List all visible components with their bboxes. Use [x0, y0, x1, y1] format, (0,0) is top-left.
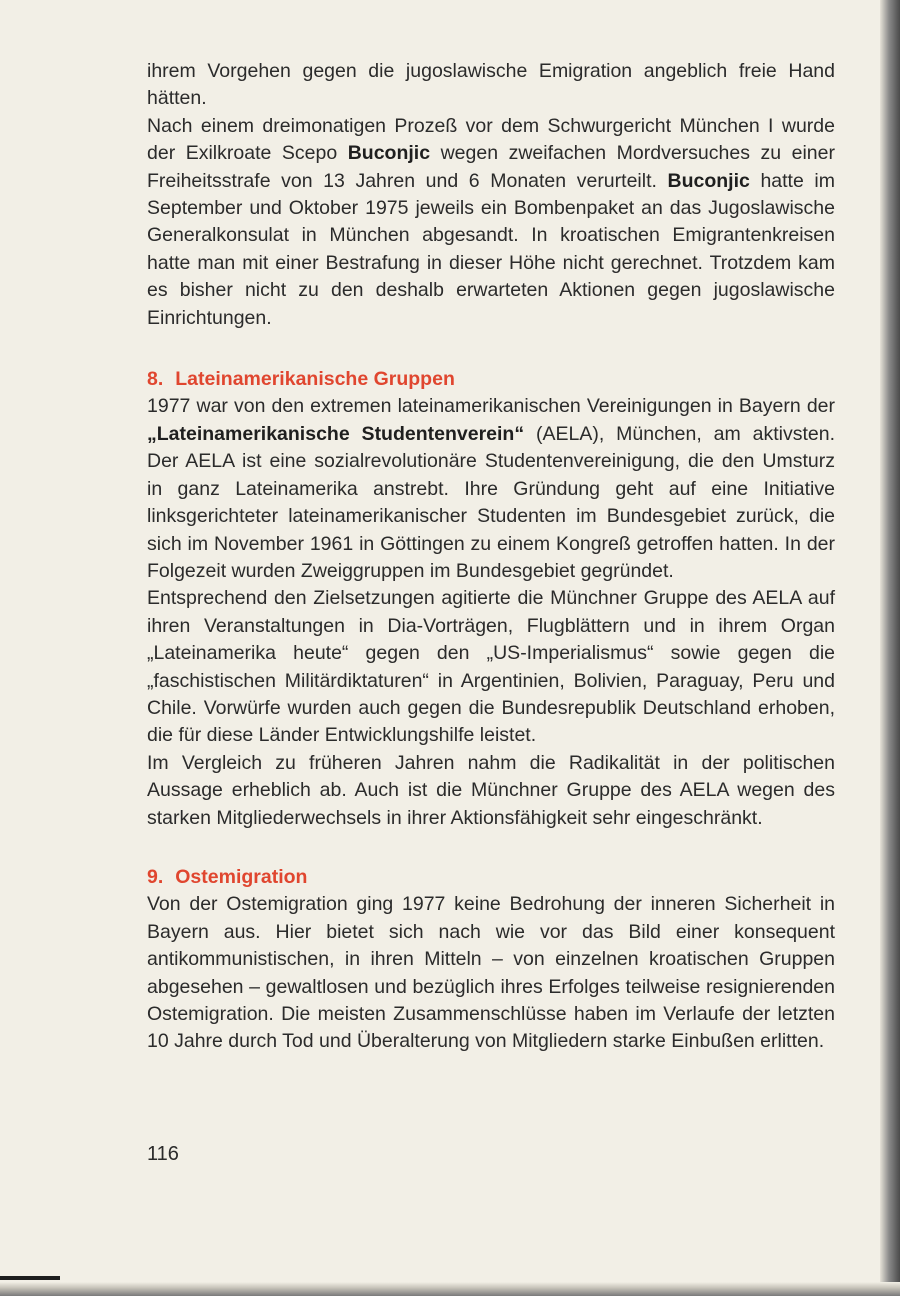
page-number: 116 [147, 1143, 179, 1165]
scan-mark [0, 1276, 60, 1280]
paragraph-s8-1 [147, 393, 835, 585]
section-number: 8. [147, 368, 164, 391]
text-run: 1977 war von den extremen lateinamerikanischen Vereinigungen in Bayern der [147, 395, 835, 418]
section-heading-8 [147, 366, 835, 393]
paragraph-intro-1: ihrem Vorgehen gegen die jugoslawische Emigration angeblich freie Hand hätten. [147, 60, 835, 110]
text-run: (AELA), München, am aktivsten. Der AELA ist eine sozialrevolutionäre Studentenvereinigung, die den Umsturz in ganz Lateinamerika anstrebt. Ihre Gründung geht auf eine Initiative linksgerichteter lateinamerikanischer Studenten im Bundesgebiet zurück, die sich im November 1961 in Göttingen zu einem Kongreß getroffen hatten. In der Folgezeit wurden Zweiggruppen im Bundesgebiet gegründet. [147, 422, 835, 582]
section-title: Ostemigration [175, 865, 308, 888]
bold-name: Buconjic [347, 142, 431, 165]
scan-edge-shadow [880, 0, 900, 1296]
text-run: wegen zweifachen Mordversuches zu einer Freiheitsstrafe von 13 Jahren und 6 Monaten verurteilt. [147, 142, 835, 192]
bold-name: Buconjic [667, 169, 750, 192]
text-run: hatte im September und Oktober 1975 jeweils ein Bombenpaket an das Jugoslawische Generalkonsulat in München abgesandt. In kroatischen Emigrantenkreisen hatte man mit einer Bestrafung in dieser Höhe nicht gerechnet. Trotzdem kam es bisher nicht zu den deshalb erwarteten Aktionen gegen jugoslawische Einrichtungen. [147, 169, 835, 329]
paragraph-s9-1: Von der Ostemigration ging 1977 keine Bedrohung der inneren Sicherheit in Bayern aus. Hier bietet sich nach wie vor das Bild einer konsequent antikommunistischen, in ihren Mitteln – von einzelnen kroatischen Gruppen abgesehen – gewaltlosen und bezüglich ihres Erfolges teilweise resignierenden Ostemigration. Die meisten Zusammenschlüsse haben im Verlaufe der letzten 10 Jahre durch Tod und Überalterung von Mitgliedern starke Einbußen erlitten. [147, 893, 835, 1053]
bold-org-name: „Lateinamerikanische Studentenverein“ [147, 422, 525, 445]
section-number: 9. [147, 865, 164, 888]
document-body [147, 58, 835, 1056]
section-title: Lateinamerikanische Gruppen [175, 368, 455, 391]
section-heading-9 [147, 864, 835, 891]
scan-edge-shadow-bottom [0, 1282, 900, 1296]
paragraph-s8-2: Entsprechend den Zielsetzungen agitierte die Münchner Gruppe des AELA auf ihren Veranstaltungen in Dia-Vorträgen, Flugblättern und in ihrem Organ „Lateinamerika heute“ gegen den „US-Imperialismus“ sowie gegen die „faschistischen Militärdiktaturen“ in Argentinien, Bolivien, Paraguay, Peru und Chile. Vorwürfe wurden auch gegen die Bundesrepublik Deutschland erhoben, die für diese Länder Entwicklungshilfe leistet. [147, 587, 835, 747]
paragraph-s8-3: Im Vergleich zu früheren Jahren nahm die Radikalität in der politischen Aussage erheblich ab. Auch ist die Münchner Gruppe des AELA wegen des starken Mitgliederwechsels in ihrer Aktionsfähigkeit sehr eingeschränkt. [147, 751, 835, 829]
paragraph-intro-2 [147, 113, 835, 332]
text-run: Nach einem dreimonatigen Prozeß vor dem Schwurgericht München I wurde der Exilkroate Scepo [147, 114, 835, 165]
